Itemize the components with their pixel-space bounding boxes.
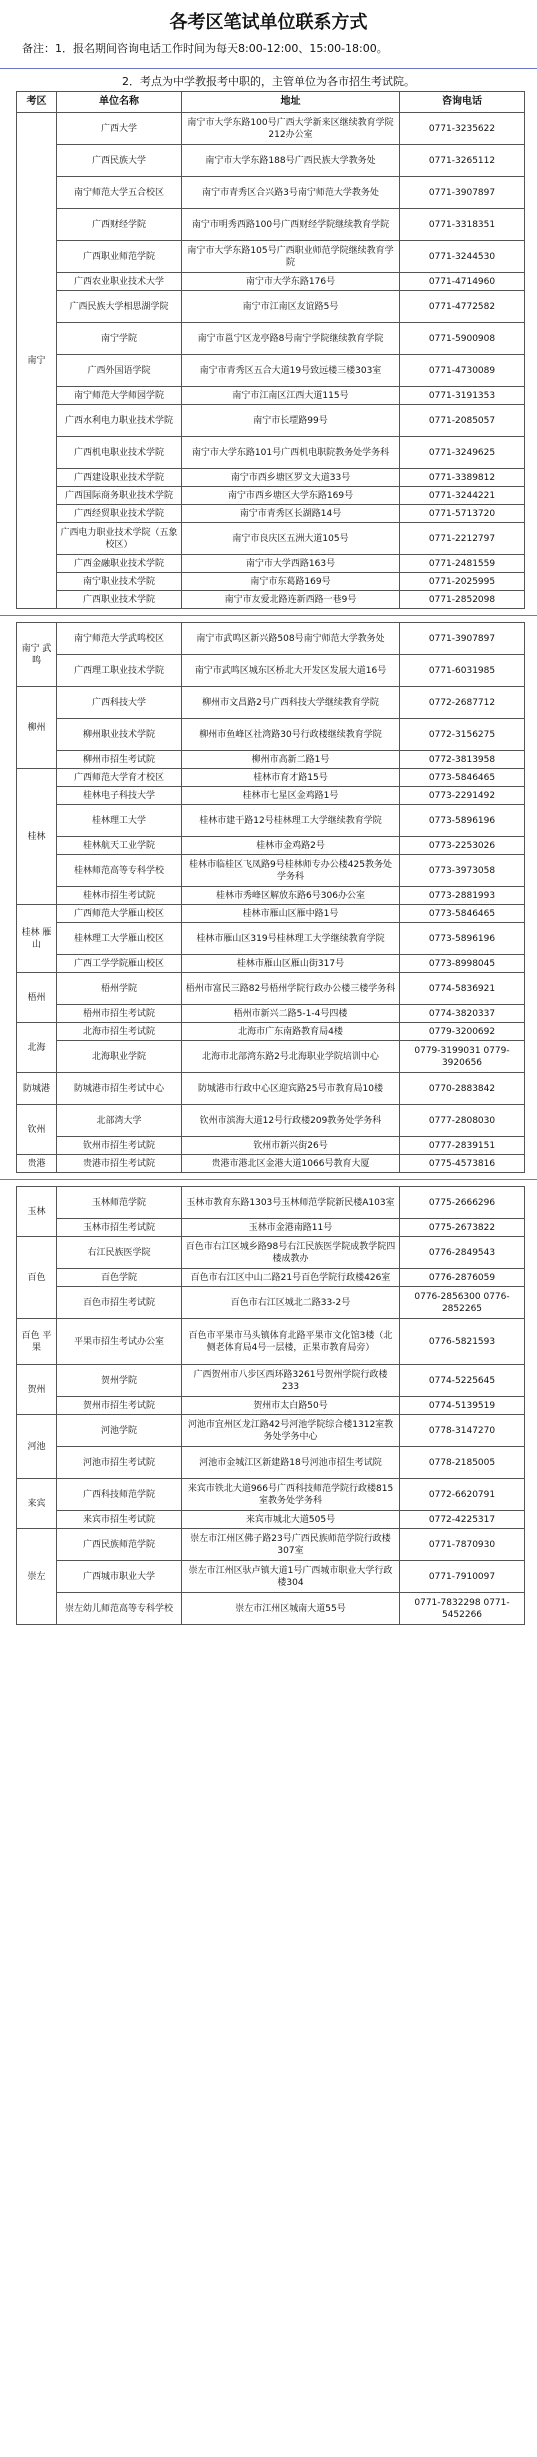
phone-cell: 0771-7910097: [400, 1561, 525, 1593]
phone-cell: 0775-4573816: [400, 1155, 525, 1173]
table-row: [17, 805, 525, 837]
unit-name-cell: 北部湾大学: [57, 1105, 182, 1137]
unit-name-cell: 崇左幼儿师范高等专科学校: [57, 1593, 182, 1625]
region-cell: 桂林: [17, 769, 57, 905]
table-row: [17, 523, 525, 555]
address-cell: 来宾市铁北大道966号广西科技师范学院行政楼815室教务处学务科: [182, 1479, 400, 1511]
region-cell: 百色: [17, 1237, 57, 1319]
table-row: [17, 555, 525, 573]
table-row: [17, 1105, 525, 1137]
phone-cell: 0771-3907897: [400, 623, 525, 655]
unit-name-cell: 贺州学院: [57, 1365, 182, 1397]
address-cell: 桂林市育才路15号: [182, 769, 400, 787]
unit-name-cell: 南宁师范大学五合校区: [57, 177, 182, 209]
table-row: [17, 469, 525, 487]
phone-cell: 0778-2185005: [400, 1447, 525, 1479]
address-cell: 桂林市七星区金鸡路1号: [182, 787, 400, 805]
contact-table-container: [0, 91, 537, 1625]
table-row: [17, 923, 525, 955]
phone-cell: 0775-2666296: [400, 1187, 525, 1219]
table-row: [17, 855, 525, 887]
contact-table: [16, 1186, 525, 1625]
region-cell: 防城港: [17, 1073, 57, 1105]
phone-cell: 0771-2481559: [400, 555, 525, 573]
table-row: [17, 623, 525, 655]
unit-name-cell: 广西职业师范学院: [57, 241, 182, 273]
address-cell: 柳州市鱼峰区社湾路30号行政楼继续教育学院: [182, 719, 400, 751]
table-row: [17, 1269, 525, 1287]
table-row: [17, 769, 525, 787]
unit-name-cell: 广西师范大学育才校区: [57, 769, 182, 787]
address-cell: 南宁市西乡塘区罗文大道33号: [182, 469, 400, 487]
address-cell: 北海市北部湾东路2号北海职业学院培训中心: [182, 1041, 400, 1073]
phone-cell: 0772-6620791: [400, 1479, 525, 1511]
address-cell: 百色市右江区城北二路33-2号: [182, 1287, 400, 1319]
unit-name-cell: 广西水利电力职业技术学院: [57, 405, 182, 437]
table-row: [17, 887, 525, 905]
address-cell: 桂林市金鸡路2号: [182, 837, 400, 855]
section-divider: [0, 615, 537, 616]
column-header: 咨询电话: [400, 92, 525, 113]
table-row: [17, 655, 525, 687]
phone-cell: 0771-3265112: [400, 145, 525, 177]
phone-cell: 0771-7832298 0771-5452266: [400, 1593, 525, 1625]
region-cell: 柳州: [17, 687, 57, 769]
table-row: [17, 487, 525, 505]
phone-cell: 0774-5139519: [400, 1397, 525, 1415]
address-cell: 贵港市港北区金港大道1066号教育大厦: [182, 1155, 400, 1173]
address-cell: 桂林市建干路12号桂林理工大学继续教育学院: [182, 805, 400, 837]
address-cell: 崇左市江州区城南大道55号: [182, 1593, 400, 1625]
unit-name-cell: 广西国际商务职业技术学院: [57, 487, 182, 505]
phone-cell: 0772-3156275: [400, 719, 525, 751]
address-cell: 贺州市太白路50号: [182, 1397, 400, 1415]
phone-cell: 0773-2881993: [400, 887, 525, 905]
unit-name-cell: 河池学院: [57, 1415, 182, 1447]
table-row: [17, 591, 525, 609]
table-row: [17, 1137, 525, 1155]
phone-cell: 0771-6031985: [400, 655, 525, 687]
unit-name-cell: 南宁学院: [57, 323, 182, 355]
address-cell: 南宁市大学东路100号广西大学新来区继续教育学院212办公室: [182, 113, 400, 145]
address-cell: 南宁市大学东路101号广西机电职院教务处学务科: [182, 437, 400, 469]
unit-name-cell: 广西金融职业技术学院: [57, 555, 182, 573]
unit-name-cell: 河池市招生考试院: [57, 1447, 182, 1479]
table-row: [17, 241, 525, 273]
unit-name-cell: 北海市招生考试院: [57, 1023, 182, 1041]
unit-name-cell: 广西民族大学: [57, 145, 182, 177]
table-row: [17, 1479, 525, 1511]
phone-cell: 0779-3200692: [400, 1023, 525, 1041]
phone-cell: 0771-4714960: [400, 273, 525, 291]
unit-name-cell: 梧州学院: [57, 973, 182, 1005]
phone-cell: 0776-2849543: [400, 1237, 525, 1269]
table-row: [17, 1023, 525, 1041]
phone-cell: 0773-3973058: [400, 855, 525, 887]
region-cell: 桂林 雁山: [17, 905, 57, 973]
address-cell: 桂林市临桂区飞凤路9号桂林师专办公楼425教务处学务科: [182, 855, 400, 887]
table-row: [17, 1397, 525, 1415]
note-line-2: 2．考点为中学教报考中职的，主管单位为各市招生考试院。: [122, 75, 415, 88]
phone-cell: 0772-3813958: [400, 751, 525, 769]
address-cell: 玉林市金港南路11号: [182, 1219, 400, 1237]
phone-cell: 0771-4772582: [400, 291, 525, 323]
unit-name-cell: 柳州市招生考试院: [57, 751, 182, 769]
unit-name-cell: 北海职业学院: [57, 1041, 182, 1073]
address-cell: 南宁市良庆区五洲大道105号: [182, 523, 400, 555]
contact-table: [16, 622, 525, 1173]
table-row: [17, 1561, 525, 1593]
unit-name-cell: 来宾市招生考试院: [57, 1511, 182, 1529]
table-row: [17, 1005, 525, 1023]
address-cell: 玉林市教育东路1303号玉林师范学院新民楼A103室: [182, 1187, 400, 1219]
table-row: [17, 955, 525, 973]
address-cell: 南宁市大学西路163号: [182, 555, 400, 573]
phone-cell: 0774-5836921: [400, 973, 525, 1005]
column-header: 单位名称: [57, 92, 182, 113]
phone-cell: 0771-3907897: [400, 177, 525, 209]
unit-name-cell: 广西师范大学雁山校区: [57, 905, 182, 923]
unit-name-cell: 广西机电职业技术学院: [57, 437, 182, 469]
unit-name-cell: 广西理工职业技术学院: [57, 655, 182, 687]
region-cell: 河池: [17, 1415, 57, 1479]
unit-name-cell: 广西外国语学院: [57, 355, 182, 387]
address-cell: 桂林市雁山区雁山街317号: [182, 955, 400, 973]
address-cell: 广西贺州市八步区西环路3261号贺州学院行政楼233: [182, 1365, 400, 1397]
address-cell: 南宁市邕宁区龙亭路8号南宁学院继续教育学院: [182, 323, 400, 355]
unit-name-cell: 南宁师范大学师园学院: [57, 387, 182, 405]
phone-cell: 0771-2852098: [400, 591, 525, 609]
unit-name-cell: 广西工学学院雁山校区: [57, 955, 182, 973]
phone-cell: 0774-3820337: [400, 1005, 525, 1023]
unit-name-cell: 钦州市招生考试院: [57, 1137, 182, 1155]
region-cell: 北海: [17, 1023, 57, 1073]
table-row: [17, 405, 525, 437]
table-row: [17, 1073, 525, 1105]
unit-name-cell: 柳州职业技术学院: [57, 719, 182, 751]
phone-cell: 0771-3249625: [400, 437, 525, 469]
table-row: [17, 1237, 525, 1269]
phone-cell: 0771-4730089: [400, 355, 525, 387]
phone-cell: 0774-5225645: [400, 1365, 525, 1397]
address-cell: 桂林市雁山区雁中路1号: [182, 905, 400, 923]
phone-cell: 0772-2687712: [400, 687, 525, 719]
address-cell: 百色市右江区中山二路21号百色学院行政楼426室: [182, 1269, 400, 1287]
address-cell: 河池市金城江区新建路18号河池市招生考试院: [182, 1447, 400, 1479]
table-row: [17, 1593, 525, 1625]
table-row: [17, 505, 525, 523]
table-row: [17, 355, 525, 387]
table-row: [17, 1415, 525, 1447]
address-cell: 南宁市青秀区长湖路14号: [182, 505, 400, 523]
table-row: [17, 177, 525, 209]
address-cell: 南宁市江南区江西大道115号: [182, 387, 400, 405]
unit-name-cell: 桂林师范高等专科学校: [57, 855, 182, 887]
phone-cell: 0771-7870930: [400, 1529, 525, 1561]
table-row: [17, 1511, 525, 1529]
address-cell: 南宁市东葛路169号: [182, 573, 400, 591]
table-row: [17, 323, 525, 355]
address-cell: 崇左市江州区驮卢镇大道1号广西城市职业大学行政楼304: [182, 1561, 400, 1593]
phone-cell: 0773-2291492: [400, 787, 525, 805]
table-row: [17, 1319, 525, 1365]
address-cell: 柳州市高新二路1号: [182, 751, 400, 769]
phone-cell: 0771-3244530: [400, 241, 525, 273]
address-cell: 南宁市明秀西路100号广西财经学院继续教育学院: [182, 209, 400, 241]
unit-name-cell: 南宁师范大学武鸣校区: [57, 623, 182, 655]
table-row: [17, 437, 525, 469]
phone-cell: 0771-3244221: [400, 487, 525, 505]
phone-cell: 0771-3389812: [400, 469, 525, 487]
region-cell: 百色 平果: [17, 1319, 57, 1365]
unit-name-cell: 桂林理工大学雁山校区: [57, 923, 182, 955]
region-cell: 南宁: [17, 113, 57, 609]
address-cell: 桂林市雁山区319号桂林理工大学继续教育学院: [182, 923, 400, 955]
phone-cell: 0773-5896196: [400, 923, 525, 955]
unit-name-cell: 广西城市职业大学: [57, 1561, 182, 1593]
address-cell: 崇左市江州区佛子路23号广西民族师范学院行政楼307室: [182, 1529, 400, 1561]
section-divider: [0, 1179, 537, 1180]
phone-cell: 0778-3147270: [400, 1415, 525, 1447]
address-cell: 南宁市大学东路188号广西民族大学教务处: [182, 145, 400, 177]
table-row: [17, 1041, 525, 1073]
address-cell: 来宾市城北大道505号: [182, 1511, 400, 1529]
table-row: [17, 837, 525, 855]
region-cell: 梧州: [17, 973, 57, 1023]
table-row: [17, 273, 525, 291]
unit-name-cell: 右江民族医学院: [57, 1237, 182, 1269]
table-row: [17, 1187, 525, 1219]
phone-cell: 0775-2673822: [400, 1219, 525, 1237]
contact-table: [16, 91, 525, 609]
address-cell: 梧州市新兴二路5-1-4号四楼: [182, 1005, 400, 1023]
unit-name-cell: 广西民族师范学院: [57, 1529, 182, 1561]
address-cell: 南宁市武鸣区城东区桥北大开发区发展大道16号: [182, 655, 400, 687]
address-cell: 桂林市秀峰区解放东路6号306办公室: [182, 887, 400, 905]
address-cell: 钦州市滨海大道12号行政楼209教务处学务科: [182, 1105, 400, 1137]
table-row: [17, 905, 525, 923]
table-row: [17, 291, 525, 323]
region-cell: 崇左: [17, 1529, 57, 1625]
note-line-1: 备注：1．报名期间咨询电话工作时间为每天8:00-12:00、15:00-18:00。: [22, 42, 388, 55]
table-row: [17, 209, 525, 241]
region-cell: 贵港: [17, 1155, 57, 1173]
table-row: [17, 973, 525, 1005]
unit-name-cell: 广西经贸职业技术学院: [57, 505, 182, 523]
table-header-row: [17, 92, 525, 113]
address-cell: 南宁市友爱北路连新西路一巷9号: [182, 591, 400, 609]
address-cell: 河池市宜州区龙江路42号河池学院综合楼1312室教务处学务中心: [182, 1415, 400, 1447]
unit-name-cell: 百色学院: [57, 1269, 182, 1287]
region-cell: 钦州: [17, 1105, 57, 1155]
phone-cell: 0771-2025995: [400, 573, 525, 591]
table-row: [17, 751, 525, 769]
table-row: [17, 113, 525, 145]
unit-name-cell: 广西科技师范学院: [57, 1479, 182, 1511]
phone-cell: 0779-3199031 0779-3920656: [400, 1041, 525, 1073]
region-cell: 来宾: [17, 1479, 57, 1529]
unit-name-cell: 玉林市招生考试院: [57, 1219, 182, 1237]
unit-name-cell: 桂林航天工业学院: [57, 837, 182, 855]
phone-cell: 0771-2212797: [400, 523, 525, 555]
phone-cell: 0776-2876059: [400, 1269, 525, 1287]
phone-cell: 0773-5896196: [400, 805, 525, 837]
column-header: 考区: [17, 92, 57, 113]
unit-name-cell: 广西大学: [57, 113, 182, 145]
phone-cell: 0773-5846465: [400, 769, 525, 787]
address-cell: 南宁市青秀区五合大道19号致远楼三楼303室: [182, 355, 400, 387]
table-row: [17, 1365, 525, 1397]
unit-name-cell: 广西电力职业技术学院（五象校区）: [57, 523, 182, 555]
table-row: [17, 1155, 525, 1173]
column-header: 地址: [182, 92, 400, 113]
address-cell: 南宁市西乡塘区大学东路169号: [182, 487, 400, 505]
unit-name-cell: 防城港市招生考试中心: [57, 1073, 182, 1105]
address-cell: 南宁市江南区友谊路5号: [182, 291, 400, 323]
phone-cell: 0777-2839151: [400, 1137, 525, 1155]
phone-cell: 0776-2856300 0776-2852265: [400, 1287, 525, 1319]
unit-name-cell: 广西财经学院: [57, 209, 182, 241]
unit-name-cell: 桂林市招生考试院: [57, 887, 182, 905]
table-row: [17, 1447, 525, 1479]
phone-cell: 0771-2085057: [400, 405, 525, 437]
address-cell: 南宁市长堽路99号: [182, 405, 400, 437]
address-cell: 梧州市富民三路82号梧州学院行政办公楼三楼学务科: [182, 973, 400, 1005]
address-cell: 柳州市文昌路2号广西科技大学继续教育学院: [182, 687, 400, 719]
address-cell: 南宁市大学东路105号广西职业师范学院继续教育学院: [182, 241, 400, 273]
table-row: [17, 1287, 525, 1319]
phone-cell: 0771-5900908: [400, 323, 525, 355]
unit-name-cell: 贺州市招生考试院: [57, 1397, 182, 1415]
address-cell: 南宁市武鸣区新兴路508号南宁师范大学教务处: [182, 623, 400, 655]
region-cell: 玉林: [17, 1187, 57, 1237]
phone-cell: 0776-5821593: [400, 1319, 525, 1365]
table-row: [17, 1529, 525, 1561]
table-row: [17, 387, 525, 405]
phone-cell: 0771-5713720: [400, 505, 525, 523]
unit-name-cell: 百色市招生考试院: [57, 1287, 182, 1319]
address-cell: 防城港市行政中心区迎宾路25号市教育局10楼: [182, 1073, 400, 1105]
region-cell: 南宁 武鸣: [17, 623, 57, 687]
phone-cell: 0771-3191353: [400, 387, 525, 405]
phone-cell: 0773-8998045: [400, 955, 525, 973]
address-cell: 南宁市青秀区合兴路3号南宁师范大学教务处: [182, 177, 400, 209]
table-row: [17, 719, 525, 751]
region-cell: 贺州: [17, 1365, 57, 1415]
unit-name-cell: 玉林师范学院: [57, 1187, 182, 1219]
table-row: [17, 787, 525, 805]
unit-name-cell: 广西职业技术学院: [57, 591, 182, 609]
unit-name-cell: 广西农业职业技术大学: [57, 273, 182, 291]
unit-name-cell: 贵港市招生考试院: [57, 1155, 182, 1173]
phone-cell: 0772-4225317: [400, 1511, 525, 1529]
phone-cell: 0773-5846465: [400, 905, 525, 923]
unit-name-cell: 广西民族大学相思湖学院: [57, 291, 182, 323]
unit-name-cell: 梧州市招生考试院: [57, 1005, 182, 1023]
unit-name-cell: 广西科技大学: [57, 687, 182, 719]
table-row: [17, 1219, 525, 1237]
table-row: [17, 145, 525, 177]
phone-cell: 0770-2883842: [400, 1073, 525, 1105]
page-title: 各考区笔试单位联系方式: [169, 12, 368, 33]
table-row: [17, 687, 525, 719]
address-cell: 百色市右江区城乡路98号右江民族医学院成教学院四楼成教办: [182, 1237, 400, 1269]
address-cell: 南宁市大学东路176号: [182, 273, 400, 291]
unit-name-cell: 桂林理工大学: [57, 805, 182, 837]
unit-name-cell: 桂林电子科技大学: [57, 787, 182, 805]
table-row: [17, 573, 525, 591]
address-cell: 钦州市新兴街26号: [182, 1137, 400, 1155]
address-cell: 北海市广东南路教育局4楼: [182, 1023, 400, 1041]
phone-cell: 0777-2808030: [400, 1105, 525, 1137]
unit-name-cell: 平果市招生考试办公室: [57, 1319, 182, 1365]
phone-cell: 0773-2253026: [400, 837, 525, 855]
unit-name-cell: 广西建设职业技术学院: [57, 469, 182, 487]
unit-name-cell: 南宁职业技术学院: [57, 573, 182, 591]
phone-cell: 0771-3235622: [400, 113, 525, 145]
address-cell: 百色市平果市马头镇体育北路平果市文化馆3楼（北侧老体育局4号一层楼，正果市教育局旁）: [182, 1319, 400, 1365]
phone-cell: 0771-3318351: [400, 209, 525, 241]
